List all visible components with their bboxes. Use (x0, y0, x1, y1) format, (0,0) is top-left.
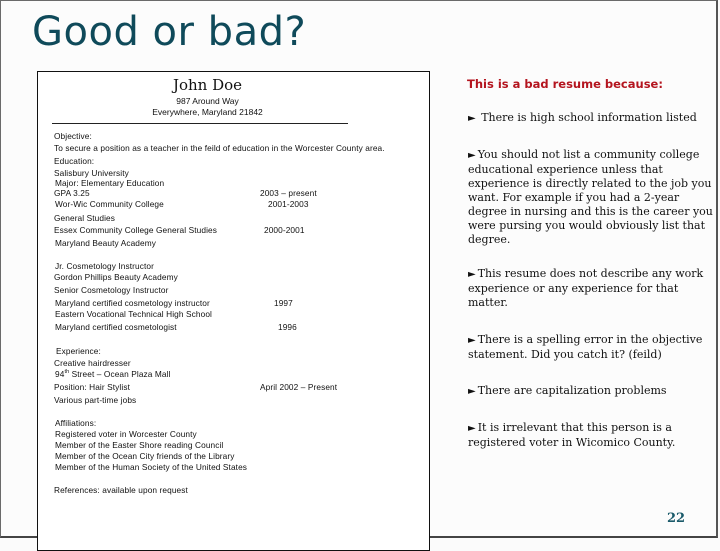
experience-item: Position: Hair Stylist (54, 382, 130, 392)
resume-document (37, 71, 430, 551)
critique-reason: ► There is high school information listed (468, 111, 697, 124)
education-item: Maryland Beauty Academy (55, 238, 156, 248)
triangle-bullet-icon: ► (468, 386, 476, 397)
triangle-bullet-icon: ► (468, 150, 476, 161)
certification-date: 1996 (278, 322, 297, 332)
critique-reason: ► There are capitalization problems (468, 384, 667, 397)
experience-item: Creative hairdresser (54, 358, 131, 368)
critique-reason: ► You should not list a community college educational experience unless that experience is directly related to the job you want. For example if you had a 2-year degree in nursing and this is the career you were pursing you would obviously list that degree. (468, 148, 713, 246)
critique-reason: ► This resume does not describe any work experience or any experience for that matter. (468, 267, 704, 309)
affiliation-item: Member of the Ocean City friends of the Library (55, 451, 235, 461)
resume-address-line2: Everywhere, Maryland 21842 (152, 107, 263, 117)
triangle-bullet-icon: ► (468, 269, 476, 280)
certification-item: Maryland certified cosmetology instructor (55, 298, 210, 308)
experience-item: 94th Street – Ocean Plaza Mall (55, 369, 171, 379)
affiliation-item: Registered voter in Worcester County (55, 429, 197, 439)
certification-item: Maryland certified cosmetologist (55, 322, 177, 332)
certification-item: Jr. Cosmetology Instructor (55, 261, 154, 271)
education-item: Wor-Wic Community College (55, 199, 164, 209)
experience-item: Various part-time jobs (54, 395, 137, 405)
education-item: Salisbury University (54, 168, 129, 178)
triangle-bullet-icon: ► (468, 335, 476, 346)
affiliation-item: Member of the Easter Shore reading Council (55, 440, 224, 450)
experience-date: April 2002 – Present (260, 382, 338, 392)
objective-heading: Objective: (54, 131, 92, 141)
critique-reason: ► There is a spelling error in the objective statement. Did you catch it? (feild) (468, 333, 703, 361)
certification-item: Senior Cosmetology Instructor (54, 285, 169, 295)
slide-title: Good or bad? (32, 9, 307, 55)
critique-heading: This is a bad resume because: (467, 77, 663, 91)
resume-divider (52, 123, 348, 124)
affiliation-item: Member of the Human Society of the United States (55, 462, 248, 472)
affiliations-heading: Affiliations: (55, 418, 97, 428)
objective-text: To secure a position as a teacher in the feild of education in the Worcester County area. (54, 143, 385, 153)
education-item: GPA 3.25 (54, 188, 90, 198)
education-date: 2003 – present (260, 188, 317, 198)
education-date: 2001-2003 (268, 199, 309, 209)
certification-item: Gordon Phillips Beauty Academy (54, 272, 178, 282)
triangle-bullet-icon: ► (468, 423, 476, 434)
certification-item: Eastern Vocational Technical High School (55, 309, 212, 319)
education-item: Major: Elementary Education (55, 178, 165, 188)
education-date: 2000-2001 (264, 225, 305, 235)
experience-heading: Experience: (56, 346, 101, 356)
resume-name: John Doe (172, 76, 243, 94)
references-line: References: available upon request (54, 485, 188, 495)
education-heading: Education: (54, 156, 95, 166)
education-item: Essex Community College General Studies (54, 225, 217, 235)
resume-address-line1: 987 Around Way (176, 96, 239, 106)
triangle-bullet-icon: ► (468, 113, 476, 124)
page-number: 22 (667, 511, 686, 526)
education-item: General Studies (54, 213, 115, 223)
critique-reason: ► It is irrelevant that this person is a registered voter in Wicomico County. (468, 421, 676, 449)
certification-date: 1997 (274, 298, 293, 308)
